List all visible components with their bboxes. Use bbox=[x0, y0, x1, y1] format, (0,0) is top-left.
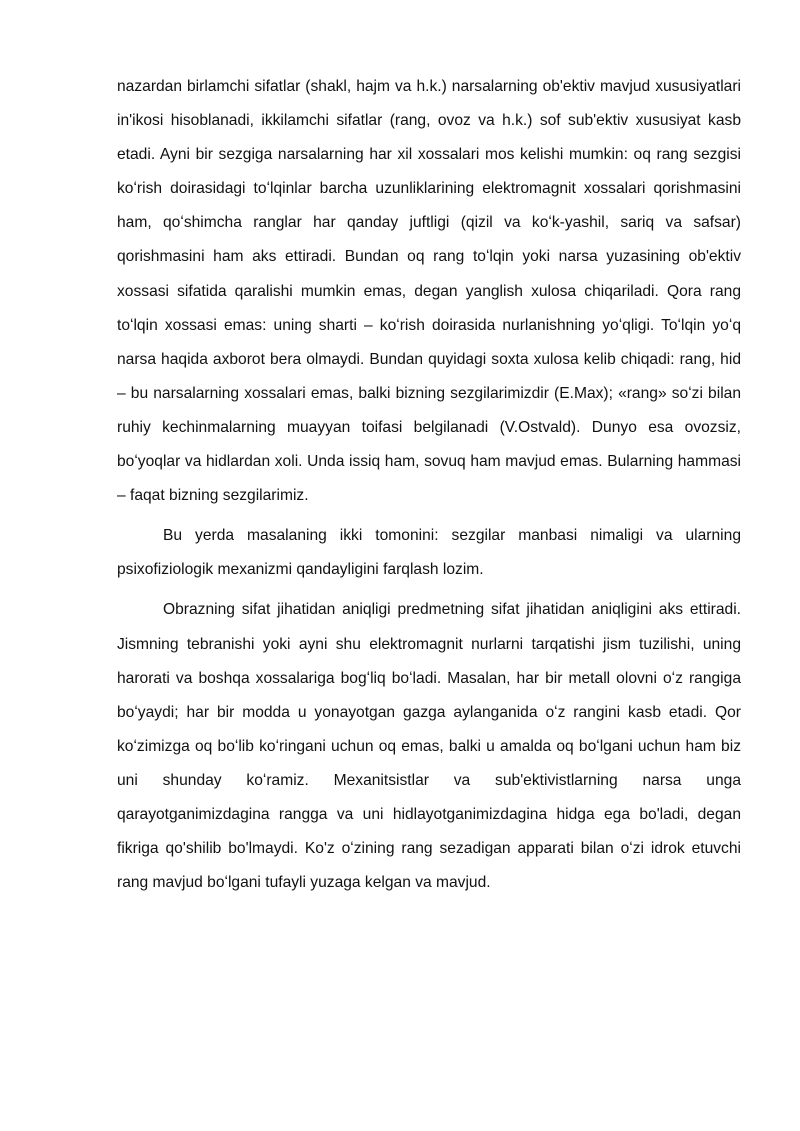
paragraph-2: Bu yerda masalaning ikki tomonini: sezgilar manbasi nimaligi va ularning psixofiziologik mexanizmi qandayligini farqlash lozim. bbox=[117, 527, 741, 579]
document-page bbox=[117, 70, 741, 906]
paragraph-1: nazardan birlamchi sifatlar (shakl, hajm va h.k.) narsalarning ob'ektiv mavjud xususiyatlari in'ikosi hisoblanadi, ikkilamchi sifatlar (rang, ovoz va h.k.) sof sub'ektiv xususiyat kasb etadi. Ayni bir sezgiga narsalarning har xil xossalari mos kelishi mumkin: oq rang sezgisi koʻrish doirasidagi toʻlqinlar barcha uzunliklarining elektromagnit xossalari qorishmasini ham, qoʻshimcha ranglar har qanday juftligi (qizil va koʻk-yashil, sariq va safsar) qorishmasini ham aks ettiradi. Bundan oq rang toʻlqin yoki narsa yuzasining ob'ektiv xossasi sifatida qaralishi mumkin emas, degan yanglish xulosa chiqariladi. Qora rang toʻlqin xossasi emas: uning sharti – koʻrish doirasida nurlanishning yoʻqligi. Toʻlqin yoʻq narsa haqida axborot bera olmaydi. Bundan quyidagi soxta xulosa kelib chiqadi: rang, hid – bu narsalarning xossalari emas, balki bizning sezgilarimizdir (E.Max); «rang» soʻzi bilan ruhiy kechinmalarning muayyan toifasi belgilanadi (V.Ostvald). Dunyo esa ovozsiz, boʻyoqlar va hidlardan xoli. Unda issiq ham, sovuq ham mavjud emas. Bularning hammasi – faqat bizning sezgilarimiz. bbox=[117, 78, 741, 505]
paragraph-3: Obrazning sifat jihatidan aniqligi predmetning sifat jihatidan aniqligini aks ettiradi. Jismning tebranishi yoki ayni shu elektromagnit nurlarni tarqatishi jism tuzilishi, uning harorati va boshqa xossalariga bogʻliq boʻladi. Masalan, har bir metall olovni oʻz rangiga boʻyaydi; har bir modda u yonayotgan gazga aylanganida oʻz rangini kasb etadi. Qor koʻzimizga oq boʻlib koʻringani uchun oq emas, balki u amalda oq boʻlgani uchun ham biz uni shunday koʻramiz. Mexanitsistlar va sub'ektivistlarning narsa unga qarayotganimizdagina rangga va uni hidlayotganimizdagina hidga ega bo'ladi, degan fikriga qo'shilib bo'lmaydi. Ko'z oʻzining rang sezadigan apparati bilan oʻzi idrok etuvchi rang mavjud boʻlgani tufayli yuzaga kelgan va mavjud. bbox=[117, 601, 741, 892]
